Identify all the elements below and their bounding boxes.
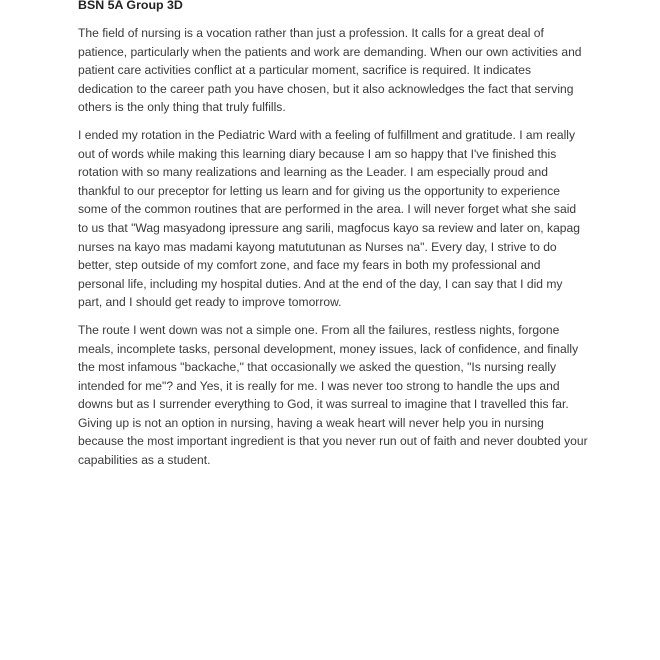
paragraph-1: The field of nursing is a vocation rather than just a profession. It calls for a great deal of patience, particularly when the patients and work are demanding. When our own activities and patient care activities conflict at a particular moment, sacrifice is required. It indicates dedication to the career path you have chosen, but it also acknowledges the fact that serving others is the only thing that truly fulfills.	[78, 26, 582, 115]
paragraph-3: The route I went down was not a simple one. From all the failures, restless nights, forgone meals, incomplete tasks, personal development, money issues, lack of confidence, and finally the most infamous "backache," that occasionally we asked the question, "Is nursing really intended for me"? and Yes, it is really for me. I was never too strong to handle the ups and downs but as I surrender everything to God, it was surreal to imagine that I travelled this far. Giving up is not an option in nursing, having a weak heart will never help you in nursing because the most important ingredient is that you never run out of faith and never doubted your capabilities as a student.	[78, 322, 588, 468]
document-body	[78, 0, 588, 479]
document-title: BSN 5A Group 3D	[78, 0, 183, 12]
paragraph-2: I ended my rotation in the Pediatric Ward with a feeling of fulfillment and gratitude. I am really out of words while making this learning diary because I am so happy that I've finished this rotation with so many realizations and learning as the Leader. I am especially proud and thankful to our preceptor for letting us learn and for giving us the opportunity to experience some of the common routines that are performed in the area. I will never forget what she said to us that "Wag masyadong ipressure ang sarili, magfocus kayo sa review and later on, kapag nurses na kayo mas madami kayong matututunan as Nurses na". Every day, I strive to do better, step outside of my comfort zone, and face my fears in both my professional and personal life, including my hospital duties. And at the end of the day, I can say that I did my part, and I should get ready to improve tomorrow.	[78, 127, 580, 310]
